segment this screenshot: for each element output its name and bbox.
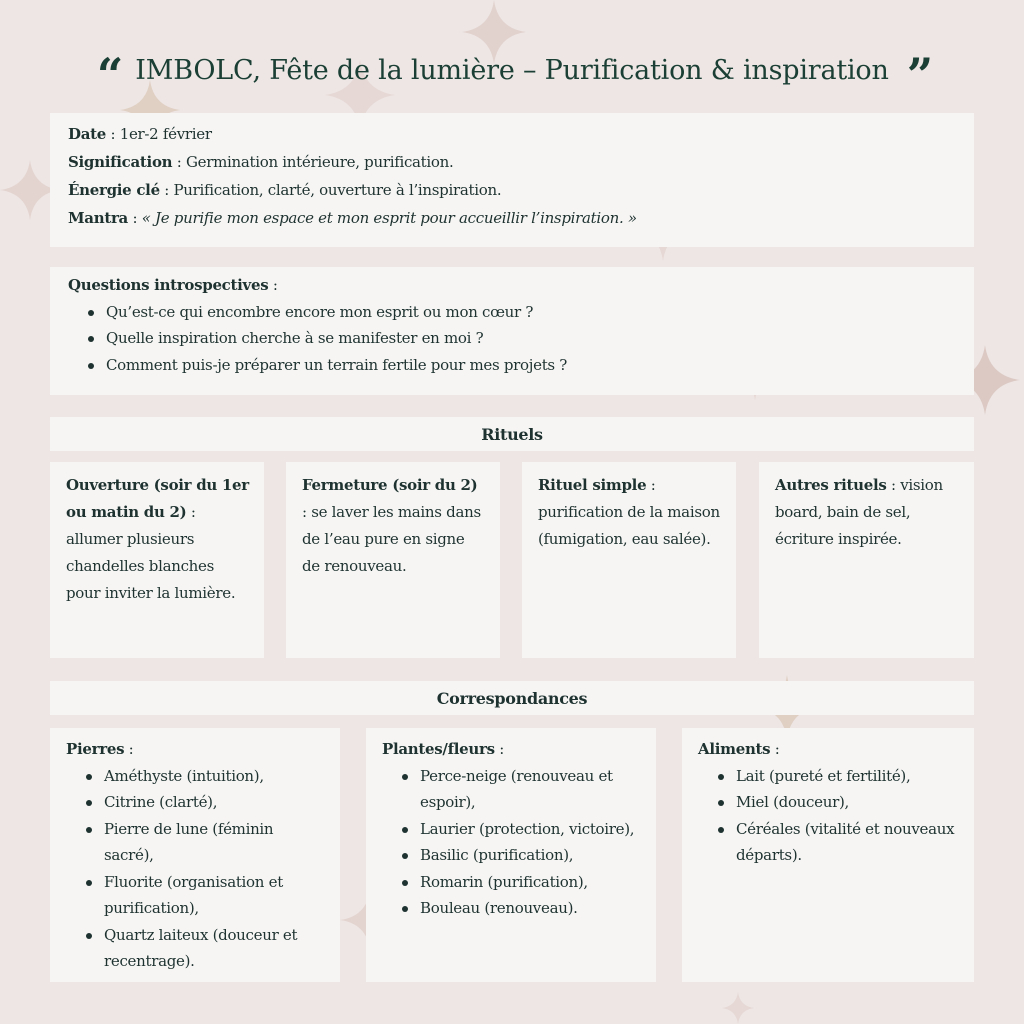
- list-item: Laurier (protection, victoire),: [382, 816, 642, 843]
- close-quote-icon: ”: [906, 48, 928, 102]
- signification-row: Signification : Germination intérieure, purification.: [68, 153, 454, 171]
- correspondances-heading: Correspondances: [50, 681, 974, 715]
- pierres-heading: Pierres :: [66, 740, 134, 758]
- list-item: Bouleau (renouveau).: [382, 895, 642, 922]
- list-item: Quartz laiteux (douceur et recentrage).: [66, 922, 326, 975]
- list-item: Citrine (clarté),: [66, 789, 326, 816]
- questions-list: [68, 299, 956, 379]
- list-item: Qu’est-ce qui encombre encore mon esprit ou mon cœur ?: [68, 299, 956, 326]
- rituel-card-fermeture: Fermeture (soir du 2) : se laver les mains dans de l’eau pure en signe de renouveau.: [286, 462, 500, 658]
- correspondance-plantes: [366, 728, 656, 982]
- rituels-heading: Rituels: [50, 417, 974, 451]
- date-label: Date: [68, 125, 106, 143]
- sparkle-decoration: [722, 992, 754, 1024]
- mantra-label: Mantra: [68, 209, 128, 227]
- list-item: Comment puis-je préparer un terrain fertile pour mes projets ?: [68, 352, 956, 379]
- list-item: Basilic (purification),: [382, 842, 642, 869]
- questions-heading: Questions introspectives :: [68, 276, 278, 294]
- plantes-heading: Plantes/fleurs :: [382, 740, 504, 758]
- aliments-heading: Aliments :: [698, 740, 780, 758]
- plantes-list: [382, 763, 642, 922]
- correspondance-pierres: [50, 728, 340, 982]
- list-item: Romarin (purification),: [382, 869, 642, 896]
- date-value: 1er-2 février: [119, 125, 212, 143]
- date-row: Date : 1er-2 février: [68, 125, 212, 143]
- page-title: IMBOLC, Fête de la lumière – Purification & inspiration: [135, 54, 889, 86]
- aliments-list: [698, 763, 960, 869]
- list-item: Pierre de lune (féminin sacré),: [66, 816, 326, 869]
- mantra-value: « Je purifie mon espace et mon esprit pour accueillir l’inspiration. »: [141, 209, 637, 227]
- pierres-list: [66, 763, 326, 975]
- list-item: Améthyste (intuition),: [66, 763, 326, 790]
- open-quote-icon: “: [96, 48, 118, 102]
- rituel-card-ouverture: Ouverture (soir du 1er ou matin du 2) : allumer plusieurs chandelles blanches pour inviter la lumière.: [50, 462, 264, 658]
- list-item: Lait (pureté et fertilité),: [698, 763, 960, 790]
- questions-panel: [50, 267, 974, 395]
- list-item: Perce-neige (renouveau et espoir),: [382, 763, 642, 816]
- list-item: Miel (douceur),: [698, 789, 960, 816]
- rituel-card-simple: Rituel simple : purification de la maison (fumigation, eau salée).: [522, 462, 736, 658]
- rituel-card-autres: Autres rituels : vision board, bain de sel, écriture inspirée.: [759, 462, 974, 658]
- energie-value: Purification, clarté, ouverture à l’inspiration.: [173, 181, 502, 199]
- signification-label: Signification: [68, 153, 173, 171]
- correspondance-aliments: [682, 728, 974, 982]
- signification-value: Germination intérieure, purification.: [185, 153, 454, 171]
- list-item: Fluorite (organisation et purification),: [66, 869, 326, 922]
- info-panel: [50, 113, 974, 247]
- list-item: Quelle inspiration cherche à se manifester en moi ?: [68, 325, 956, 352]
- energie-label: Énergie clé: [68, 181, 160, 199]
- list-item: Céréales (vitalité et nouveaux départs).: [698, 816, 960, 869]
- energie-row: Énergie clé : Purification, clarté, ouverture à l’inspiration.: [68, 181, 502, 199]
- page-header: [50, 45, 974, 102]
- mantra-row: Mantra : « Je purifie mon espace et mon esprit pour accueillir l’inspiration. »: [68, 209, 637, 227]
